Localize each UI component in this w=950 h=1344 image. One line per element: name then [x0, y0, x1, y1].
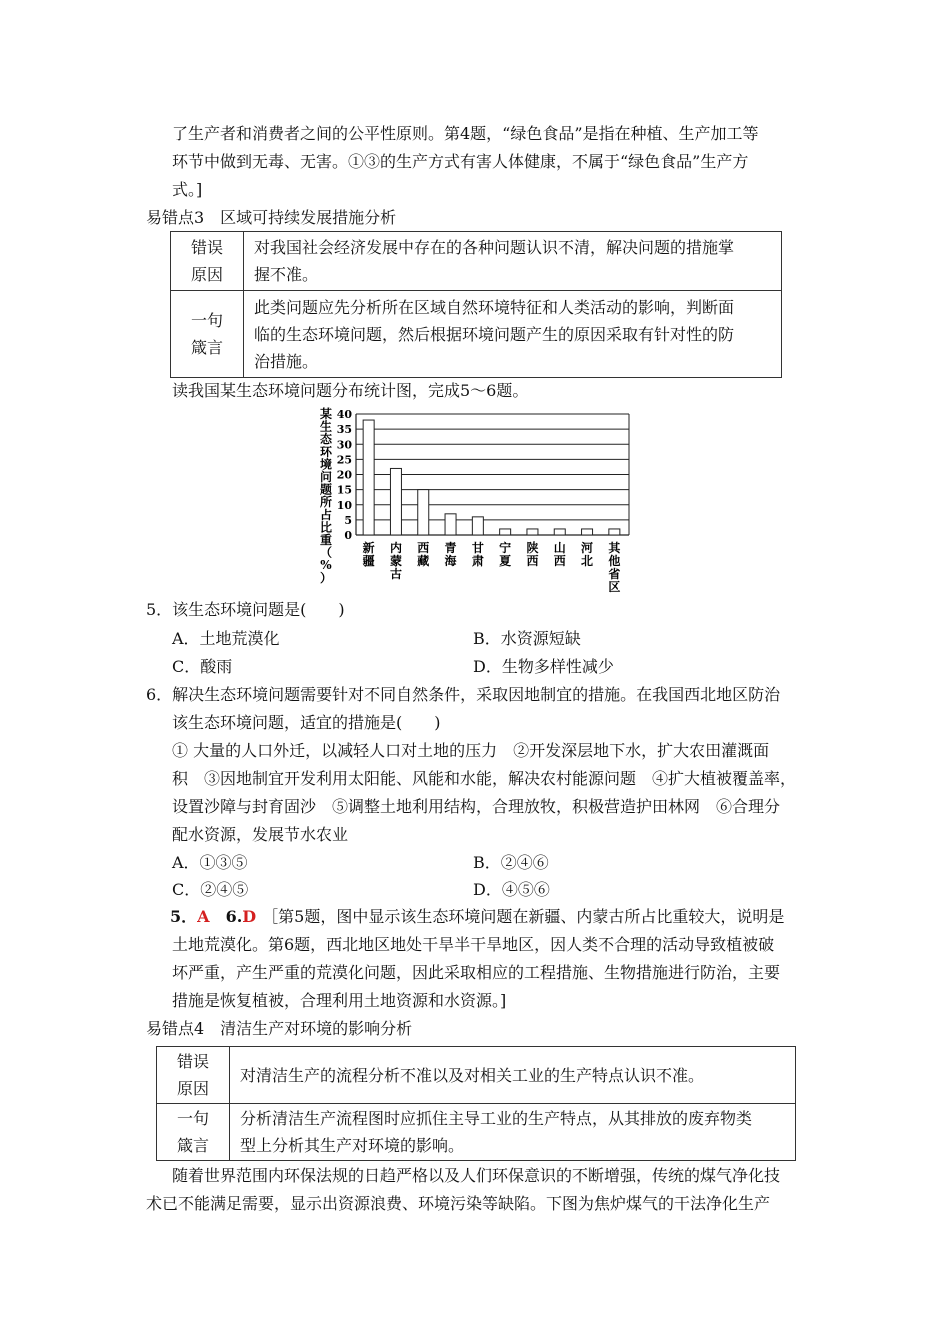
q6-stem: 该生态环境问题，适宜的措施是( ): [172, 713, 441, 732]
y-tick-label: 10: [336, 498, 352, 512]
table-row: [157, 1047, 796, 1104]
answer-line: 坏严重，产生严重的荒漠化问题，因此采取相应的工程措施、生物措施进行防治，主要: [172, 963, 781, 982]
q6-option[interactable]: D．④⑤⑥: [473, 880, 550, 899]
q6-items: 积 ③因地制宜开发利用太阳能、风能和水能，解决农村能源问题 ④扩大植被覆盖率，: [172, 769, 797, 788]
closing-line: 随着世界范围内环保法规的日趋严格以及人们环保意识的不断增强，传统的煤气净化技: [172, 1166, 781, 1185]
intro-line: 了生产者和消费者之间的公平性原则。第4题，“绿色食品”是指在种植、生产加工等: [172, 124, 759, 143]
row-text: 对我国社会经济发展中存在的各种问题认识不清，解决问题的措施掌 握不准。: [244, 232, 782, 291]
answer-line: 措施是恢复植被，合理利用土地资源和水资源。]: [172, 991, 507, 1010]
y-tick-label: 0: [344, 529, 352, 542]
bar-chart: [316, 406, 646, 596]
bar: [445, 514, 456, 535]
x-tick-label: 其他省区: [608, 541, 621, 594]
bar: [527, 529, 538, 535]
row-text: 此类问题应先分析所在区域自然环境特征和人类活动的影响，判断面 临的生态环境问题，然后根据环境问题产生的原因采取有针对性的防 治措施。: [244, 291, 782, 378]
x-tick-label: 河北: [581, 541, 594, 568]
q5-option[interactable]: D．生物多样性减少: [473, 657, 614, 676]
intro-line: 式。]: [172, 180, 203, 199]
answer-q5: A: [197, 907, 210, 926]
y-tick-label: 20: [336, 468, 352, 482]
q6-option[interactable]: B．②④⑥: [473, 853, 549, 872]
x-tick-label: 新疆: [362, 541, 375, 568]
row-label: 一句 箴言: [171, 291, 244, 378]
table-row: [171, 291, 782, 378]
bar: [500, 529, 511, 535]
x-tick-label: 青海: [444, 541, 457, 568]
row-label: 一句 箴言: [157, 1104, 230, 1161]
answer-q5-num: 5．: [170, 907, 198, 926]
section4-table: [156, 1046, 796, 1161]
answer-explanation: ［第5题，图中显示该生态环境问题在新疆、内蒙古所占比重较大，说明是: [262, 907, 785, 926]
x-tick-label: 山西: [553, 541, 566, 568]
answer-line: [170, 907, 784, 927]
x-tick-label: 甘肃: [471, 541, 484, 568]
q6-option[interactable]: A．①③⑤: [172, 853, 248, 872]
bar: [418, 490, 429, 535]
y-tick-label: 30: [336, 438, 352, 452]
x-tick-label: 西藏: [417, 541, 430, 568]
bar: [554, 529, 565, 535]
row-label: 错误 原因: [157, 1047, 230, 1104]
q5-option[interactable]: B．水资源短缺: [473, 629, 581, 648]
bar: [582, 529, 593, 535]
bar: [363, 420, 374, 535]
q6-items: ① 大量的人口外迁，以减轻人口对土地的压力 ②开发深层地下水，扩大农田灌溉面: [172, 741, 770, 760]
answer-q6-num: 6.: [225, 907, 243, 926]
table-row: [157, 1104, 796, 1161]
q5-stem: 5．该生态环境问题是( ): [146, 600, 345, 619]
closing-line: 术已不能满足需要，显示出资源浪费、环境污染等缺陷。下图为焦炉煤气的干法净化生产: [146, 1194, 771, 1213]
answer-q6: D: [242, 907, 257, 926]
table-row: [171, 232, 782, 291]
y-tick-label: 15: [336, 483, 352, 497]
read-prompt: 读我国某生态环境问题分布统计图，完成5～6题。: [172, 381, 529, 400]
q5-option[interactable]: C．酸雨: [172, 657, 233, 676]
y-tick-label: 40: [336, 408, 352, 421]
answer-line: 土地荒漠化。第6题，西北地区地处干旱半干旱地区，因人类不合理的活动导致植被破: [172, 935, 775, 954]
q5-option[interactable]: A．土地荒漠化: [172, 629, 280, 648]
bar: [609, 529, 620, 535]
q6-items: 设置沙障与封育固沙 ⑤调整土地利用结构，合理放牧，积极营造护田林网 ⑥合理分: [172, 797, 781, 816]
q6-items: 配水资源，发展节水农业: [172, 825, 349, 844]
x-tick-label: 宁夏: [499, 541, 512, 568]
section3-table: [170, 231, 782, 378]
row-label: 错误 原因: [171, 232, 244, 291]
y-tick-label: 35: [336, 423, 352, 437]
row-text: 分析清洁生产流程图时应抓住主导工业的生产特点，从其排放的废弃物类 型上分析其生产对环境的影响。: [230, 1104, 796, 1161]
bar: [472, 517, 483, 535]
x-tick-label: 陕西: [526, 541, 539, 568]
x-tick-label: 内蒙古: [389, 541, 402, 581]
row-text: 对清洁生产的流程分析不准以及对相关工业的生产特点认识不准。: [230, 1047, 796, 1104]
q6-stem: 6．解决生态环境问题需要针对不同自然条件，采取因地制宜的措施。在我国西北地区防治: [146, 685, 781, 704]
section3-heading: 易错点3 区域可持续发展措施分析: [146, 208, 397, 227]
y-tick-label: 25: [336, 453, 352, 467]
bar: [390, 468, 401, 535]
q6-option[interactable]: C．②④⑤: [172, 880, 249, 899]
section4-heading: 易错点4 清洁生产对环境的影响分析: [146, 1019, 413, 1038]
intro-line: 环节中做到无毒、无害。①③的生产方式有害人体健康，不属于“绿色食品”生产方: [172, 152, 749, 171]
y-tick-label: 5: [344, 513, 352, 527]
y-axis-title: 某生态环境问题所占比重（%）: [319, 407, 333, 585]
